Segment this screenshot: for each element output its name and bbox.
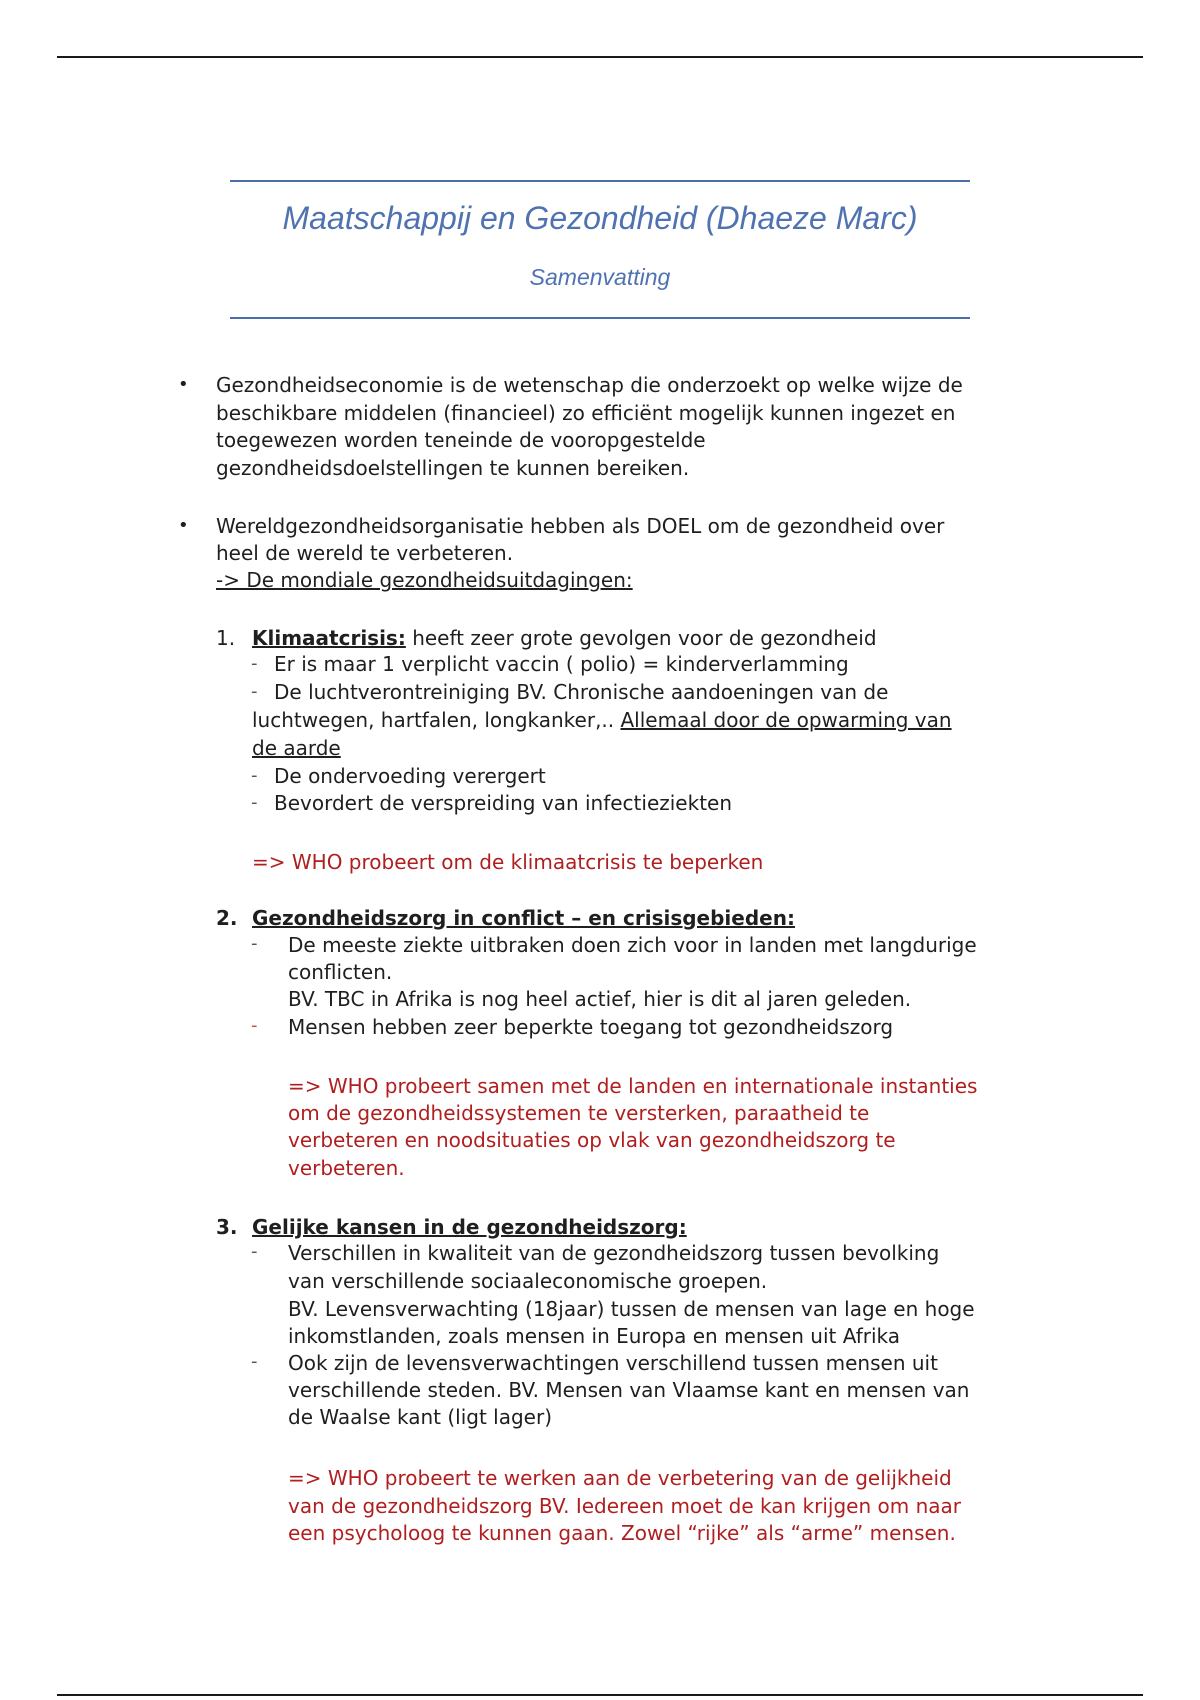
bullet1-line: Gezondheidseconomie is de wetenschap die onderzoekt op welke wijze de: [216, 373, 963, 397]
dash-marker: -: [251, 681, 258, 702]
dash-marker: -: [251, 1351, 258, 1372]
bullet-dot: •: [178, 374, 189, 395]
dash-marker: -: [251, 1015, 258, 1036]
item2-p1-line: conflicten.: [288, 960, 393, 984]
item1-cont-plain: luchtwegen, hartfalen, longkanker,..: [252, 708, 621, 732]
item1-heading-rest: heeft zeer grote gevolgen voor de gezondheid: [405, 626, 877, 650]
item1-point: Er is maar 1 verplicht vaccin ( polio) = kinderverlamming: [274, 652, 849, 676]
title-top-rule: [230, 180, 970, 182]
bullet2-line: heel de wereld te verbeteren.: [216, 541, 514, 565]
bullet1-line: toegewezen worden teneinde de vooropgestelde: [216, 428, 706, 452]
item3-p2-line: Ook zijn de levensverwachtingen verschillend tussen mensen uit: [288, 1351, 938, 1375]
dash-marker: -: [251, 1241, 258, 1262]
item3-p1-line: inkomstlanden, zoals mensen in Europa en mensen uit Afrika: [288, 1324, 901, 1348]
item1-heading: Klimaatcrisis:: [252, 626, 406, 650]
bullet1-line: gezondheidsdoelstellingen te kunnen bereiken.: [216, 456, 690, 480]
bullet1-line: beschikbare middelen (financieel) zo efficiënt mogelijk kunnen ingezet en: [216, 401, 956, 425]
item1-point: De luchtverontreiniging BV. Chronische aandoeningen van de: [274, 680, 889, 704]
item2-who-line: verbeteren.: [288, 1156, 405, 1180]
item1-number: 1.: [216, 626, 236, 650]
item3-who-line: een psycholoog te kunnen gaan. Zowel “rijke” als “arme” mensen.: [288, 1521, 956, 1545]
page-top-rule: [57, 56, 1143, 58]
item1-cont-underline-2: de aarde: [252, 736, 341, 760]
item1-point: Bevordert de verspreiding van infectieziekten: [274, 791, 733, 815]
item1-point: De ondervoeding verergert: [274, 764, 546, 788]
item3-p1-line: Verschillen in kwaliteit van de gezondheidszorg tussen bevolking: [288, 1241, 940, 1265]
bullet2-subheading: -> De mondiale gezondheidsuitdagingen:: [216, 568, 633, 592]
item2-p1-line: De meeste ziekte uitbraken doen zich voor in landen met langdurige: [288, 933, 977, 957]
item2-heading: Gezondheidszorg in conflict – en crisisgebieden:: [252, 906, 795, 930]
page-bottom-rule: [57, 1694, 1143, 1696]
item1-heading-line: [252, 625, 877, 651]
document-title: Maatschappij en Gezondheid (Dhaeze Marc): [282, 200, 918, 236]
item2-who-line: om de gezondheidssystemen te versterken, paraatheid te: [288, 1101, 870, 1125]
item2-p1-line: BV. TBC in Afrika is nog heel actief, hier is dit al jaren geleden.: [288, 987, 912, 1011]
item3-who-line: => WHO probeert te werken aan de verbetering van de gelijkheid: [288, 1466, 952, 1490]
bullet2-line: Wereldgezondheidsorganisatie hebben als DOEL om de gezondheid over: [216, 514, 945, 538]
item3-p2-line: verschillende steden. BV. Mensen van Vlaamse kant en mensen van: [288, 1378, 970, 1402]
item2-number: 2.: [216, 906, 238, 930]
bullet-dot: •: [178, 515, 189, 536]
item3-p1-line: van verschillende sociaaleconomische groepen.: [288, 1269, 768, 1293]
item1-cont-underline: Allemaal door de opwarming van: [620, 708, 952, 732]
item2-who-line: => WHO probeert samen met de landen en internationale instanties: [288, 1074, 978, 1098]
item3-heading: Gelijke kansen in de gezondheidszorg:: [252, 1215, 687, 1239]
item1-who: => WHO probeert om de klimaatcrisis te beperken: [252, 850, 764, 874]
item3-who-line: van de gezondheidszorg BV. Iedereen moet de kan krijgen om naar: [288, 1494, 961, 1518]
item3-p1-line: BV. Levensverwachting (18jaar) tussen de mensen van lage en hoge: [288, 1297, 975, 1321]
item1-point-continuation: [252, 707, 952, 733]
item2-who-line: verbeteren en noodsituaties op vlak van gezondheidszorg te: [288, 1128, 896, 1152]
dash-marker: -: [251, 653, 258, 674]
title-bottom-rule: [230, 317, 970, 319]
item3-number: 3.: [216, 1215, 238, 1239]
dash-marker: -: [251, 792, 258, 813]
document-subtitle: Samenvatting: [529, 264, 671, 290]
dash-marker: -: [251, 933, 258, 954]
item3-p2-line: de Waalse kant (ligt lager): [288, 1405, 553, 1429]
item2-p2: Mensen hebben zeer beperkte toegang tot gezondheidszorg: [288, 1015, 894, 1039]
dash-marker: -: [251, 765, 258, 786]
